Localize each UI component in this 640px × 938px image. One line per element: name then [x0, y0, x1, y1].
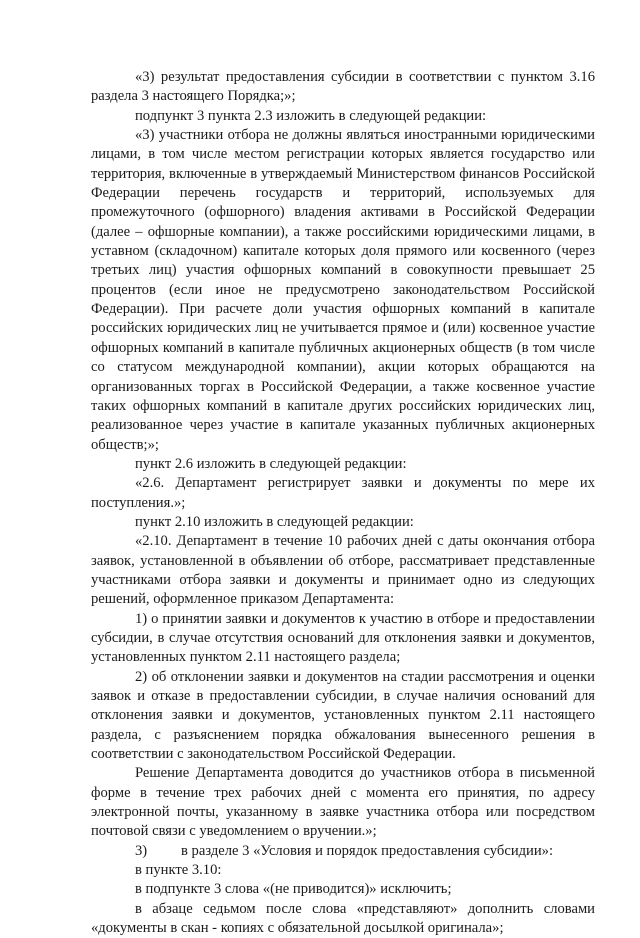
- paragraph-item-3-10: в пункте 3.10:: [135, 862, 222, 879]
- paragraph-item-2-6-text: «2.6. Департамент регистрирует заявки и документы по мере их поступления.»;: [91, 475, 595, 511]
- paragraph-item-2-10-intro: пункт 2.10 изложить в следующей редакции:: [135, 513, 414, 530]
- paragraph-decision-accept: 1) о принятии заявки и документов к участию в отборе и предоставлении субсидии, в случае отсутствия оснований для отклонения заявки и документов, установленных пунктом 2.11 настоящего раздела;: [91, 610, 595, 666]
- paragraph-decision-notification: Решение Департамента доводится до участников отбора в письменной форме в течение трех рабочих дней с момента его принятия, по адресу электронной почты, указанному в заявке участника отбора или посредством почтовой связи с уведомлением о вручении.»;: [91, 765, 595, 840]
- paragraph-seventh-abzac: в абзаце седьмом после слова «представляют» дополнить словами «документы в скан - копиях с обязательной досылкой оригинала»;: [91, 900, 595, 937]
- paragraph-decision-reject: 2) об отклонении заявки и документов на стадии рассмотрения и оценки заявок и отказе в предоставлении субсидии, в случае наличия оснований для отклонения заявки и документов, установленных пунктом 2.11 настоящего раздела, с разъяснением порядка обжалования вынесенного решения в соответствии с законодательством Российской Федерации.: [91, 668, 595, 763]
- item-number: 3): [135, 842, 148, 859]
- paragraph-subitem-3: в подпункте 3 слова «(не приводится)» исключить;: [135, 881, 452, 898]
- document-page: [91, 68, 595, 938]
- item-text: в разделе 3 «Условия и порядок предоставления субсидии»:: [181, 842, 554, 859]
- paragraph-item-2-6-intro: пункт 2.6 изложить в следующей редакции:: [135, 455, 407, 472]
- paragraph-result-subsidy: «3) результат предоставления субсидии в соответствии с пунктом 3.16 раздела 3 настоящего Порядка;»;: [91, 69, 595, 105]
- paragraph-offshore-participants: «3) участники отбора не должны являться иностранными юридическими лицами, в том числе местом регистрации которых является государство или территория, включенные в утверждаемый Министерством финансов Российской Федерации перечень государств и территорий, используемых для промежуточного (офшорного) владения активами в Российской Федерации (далее – офшорные компании), а также российскими юридическими лицами, в уставном (складочном) капитале которых доля прямого или косвенного (через третьих лиц) участия офшорных компаний в совокупности превышает 25 процентов (если иное не предусмотрено законодательством Российской Федерации). При расчете доли участия офшорных компаний в капитале российских юридических лиц не учитывается прямое и (или) косвенное участие офшорных компаний в капитале публичных акционерных обществ (в том числе со статусом международной компании), акции которых обращаются на организованных торгах в Российской Федерации, а также косвенное участие таких офшорных компаний в капитале других российских юридических лиц, реализованное через участие в капитале указанных публичных акционерных обществ;»;: [91, 127, 595, 453]
- paragraph-subitem-2-3-intro: подпункт 3 пункта 2.3 изложить в следующей редакции:: [135, 107, 487, 124]
- paragraph-section-3: [91, 842, 595, 861]
- paragraph-item-2-10-text: «2.10. Департамент в течение 10 рабочих дней с даты окончания отбора заявок, установленной в объявлении об отборе, рассматривает представленные участниками отбора заявки и документы и принимает одно из следующих решений, оформленное приказом Департамента:: [91, 533, 595, 608]
